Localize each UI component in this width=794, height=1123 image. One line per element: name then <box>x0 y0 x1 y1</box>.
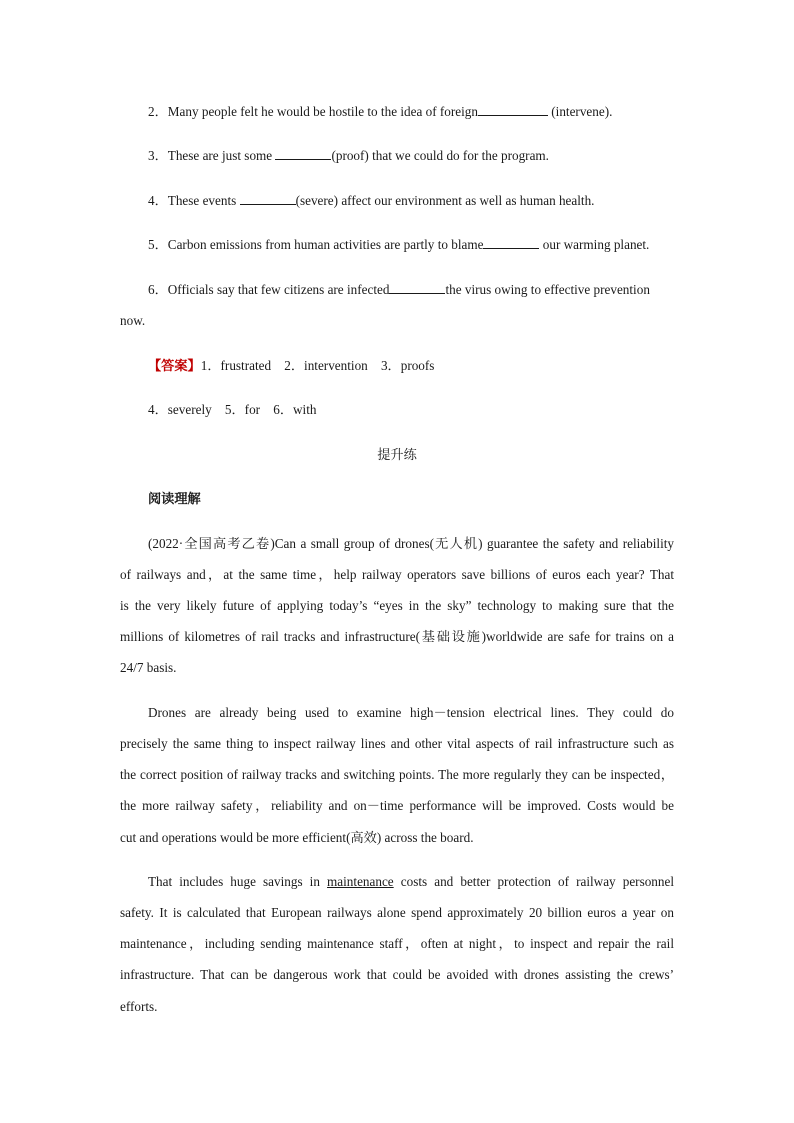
question-6 <box>148 281 650 299</box>
answer-blank <box>389 281 445 294</box>
passage-line: of railways and，at the same time，help railway operators save billions of euros each year? That <box>120 567 674 582</box>
underlined-word: maintenance <box>327 874 394 889</box>
question-6-continuation: now. <box>120 313 146 328</box>
section-title: 提升练 <box>377 447 417 462</box>
question-5 <box>148 236 649 254</box>
question-text: (proof) that we could do for the program. <box>331 148 549 163</box>
answer-key-line-1 <box>148 357 434 375</box>
question-text: Many people felt he would be hostile to the idea of foreign <box>167 104 478 119</box>
question-3 <box>148 147 549 165</box>
passage-line: 24/7 basis. <box>120 660 177 675</box>
question-text: the virus owing to effective prevention <box>445 282 650 297</box>
passage-text: costs and better protection of railway personnel <box>393 874 674 889</box>
question-number: 2． <box>148 104 168 119</box>
question-text: Carbon emissions from human activities are partly to blame <box>167 237 484 252</box>
question-text: These events <box>167 193 240 208</box>
question-text: (severe) affect our environment as well as human health. <box>295 193 595 208</box>
question-2 <box>148 103 612 121</box>
passage-line: the more railway safety，reliability and on－time performance will be improved. Costs would be <box>120 798 674 813</box>
passage-line: maintenance，including sending maintenance staff，often at night，to inspect and repair the rail <box>120 936 674 951</box>
question-number: 4． <box>148 193 168 208</box>
answer-blank <box>240 192 296 205</box>
answer-label: 【答案】 <box>148 358 201 373</box>
question-number: 3． <box>148 148 168 163</box>
passage-line: cut and operations would be more efficient(高效) across the board. <box>120 830 474 845</box>
question-number: 5． <box>148 237 168 252</box>
passage-line: safety. It is calculated that European railways alone spend approximately 20 billion euros a year on <box>120 905 674 920</box>
passage-line <box>148 873 674 891</box>
question-text: (intervene). <box>547 104 613 119</box>
passage-line: precisely the same thing to inspect railway lines and other vital aspects of rail infrastructure such as <box>120 736 674 751</box>
passage-line: efforts. <box>120 999 158 1014</box>
answer-list: 1．frustrated 2．intervention 3．proofs <box>200 358 435 373</box>
passage-line: infrastructure. That can be dangerous work that could be avoided with drones assisting the crews’ <box>120 967 674 982</box>
passage-text: That includes huge savings in <box>148 874 328 889</box>
question-text: Officials say that few citizens are infected <box>167 282 390 297</box>
passage-line: Drones are already being used to examine high－tension electrical lines. They could do <box>148 705 674 720</box>
question-number: 6． <box>148 282 168 297</box>
answer-blank <box>478 103 548 116</box>
answer-blank <box>483 236 539 249</box>
question-text: These are just some <box>167 148 276 163</box>
passage-line: the correct position of railway tracks and switching points. The more regularly they can be inspected， <box>120 767 674 782</box>
answer-blank <box>275 147 331 160</box>
passage-line: (2022·全国高考乙卷)Can a small group of drones(无人机) guarantee the safety and reliability <box>148 536 674 551</box>
subsection-heading: 阅读理解 <box>148 491 201 506</box>
passage-line: millions of kilometres of rail tracks and infrastructure(基础设施)worldwide are safe for trains on a <box>120 629 674 644</box>
passage-line: is the very likely future of applying today’s “eyes in the sky” technology to making sure that the <box>120 598 674 613</box>
question-text: our warming planet. <box>539 237 650 252</box>
answer-key-line-2: 4．severely 5．for 6．with <box>148 402 317 417</box>
question-4 <box>148 192 594 210</box>
